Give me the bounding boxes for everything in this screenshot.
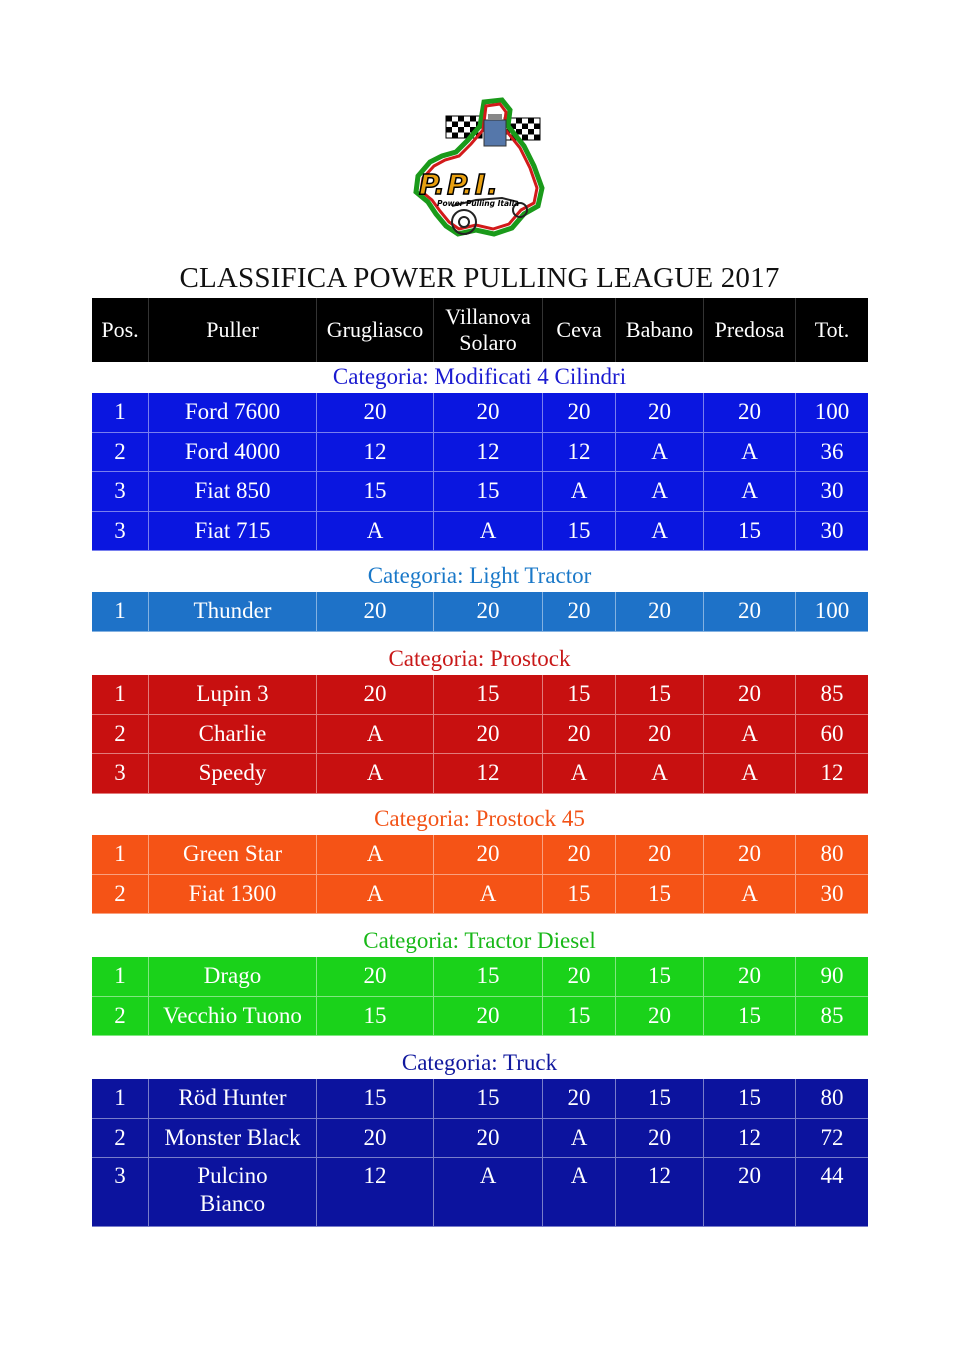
table-row <box>92 1158 868 1227</box>
cell-ceva: 20 <box>543 592 616 631</box>
cell-puller: Ford 4000 <box>149 433 317 472</box>
cell-villanova-solaro: 12 <box>434 754 543 793</box>
cell-pos: 2 <box>92 715 149 754</box>
cell-babano: A <box>616 754 704 793</box>
cell-puller: Fiat 850 <box>149 472 317 511</box>
cell-ceva: A <box>543 472 616 511</box>
cell-grugliasco: A <box>317 875 434 914</box>
cell-grugliasco: 15 <box>317 472 434 511</box>
cell-tot: 44 <box>820 1163 844 1188</box>
cell-babano: 20 <box>616 592 704 631</box>
cell-tot: 100 <box>814 598 850 624</box>
cell-babano: 15 <box>616 875 704 914</box>
table-row <box>92 675 868 715</box>
cell-predosa: 20 <box>704 592 796 631</box>
table-row <box>92 433 868 473</box>
col-header-pos: Pos. <box>92 298 149 362</box>
cell-ceva: 20 <box>543 393 616 432</box>
cell-villanova-solaro: 20 <box>434 1119 543 1158</box>
cell-grugliasco: 15 <box>317 997 434 1036</box>
cell-babano: 15 <box>616 957 704 996</box>
col-header-grugliasco: Grugliasco <box>317 298 434 362</box>
cell-villanova-solaro: A <box>434 1158 543 1226</box>
table-row <box>92 997 868 1037</box>
cell-ceva: 15 <box>543 997 616 1036</box>
category-title: Categoria: Light Tractor <box>367 563 592 588</box>
ppi-logo-graphic <box>406 96 552 238</box>
category-title: Categoria: Tractor Diesel <box>363 928 596 953</box>
cell-babano: 20 <box>616 997 704 1036</box>
cell-pos: 3 <box>92 1158 149 1226</box>
cell-villanova-solaro: 12 <box>434 433 543 472</box>
cell-pos: 2 <box>92 875 149 914</box>
coat-of-arms-icon <box>484 114 506 146</box>
cell-villanova-solaro: 15 <box>434 1079 543 1118</box>
cell-babano: A <box>616 472 704 511</box>
cell-babano: 15 <box>616 675 704 714</box>
cell-ceva: A <box>543 1158 616 1226</box>
table-row <box>92 512 868 552</box>
cell-puller: Röd Hunter <box>149 1079 317 1118</box>
category-table <box>92 957 868 1036</box>
cell-villanova-solaro: 15 <box>434 675 543 714</box>
table-row <box>92 957 868 997</box>
cell-ceva: 12 <box>543 433 616 472</box>
cell-pos: 1 <box>92 675 149 714</box>
cell-predosa: A <box>704 472 796 511</box>
cell-ceva: 15 <box>543 675 616 714</box>
cell-grugliasco: 20 <box>317 393 434 432</box>
cell-puller: Drago <box>149 957 317 996</box>
cell-pos: 3 <box>92 754 149 793</box>
table-row <box>92 1119 868 1159</box>
cell-predosa: 20 <box>704 393 796 432</box>
cell-tot: 85 <box>820 681 844 707</box>
table-row <box>92 875 868 915</box>
col-header-puller: Puller <box>149 298 317 362</box>
cell-tot: 12 <box>820 760 844 786</box>
logo-subtext: Power Pulling Italia <box>437 199 520 208</box>
cell-predosa: 20 <box>704 835 796 874</box>
table-header <box>92 298 868 362</box>
cell-pos: 3 <box>92 472 149 511</box>
cell-villanova-solaro: 20 <box>434 997 543 1036</box>
cell-puller: Thunder <box>149 592 317 631</box>
cell-predosa: A <box>704 754 796 793</box>
cell-ceva: 20 <box>543 957 616 996</box>
category-table <box>92 1079 868 1227</box>
cell-babano: A <box>616 512 704 551</box>
cell-ceva: 20 <box>543 715 616 754</box>
cell-villanova-solaro: A <box>434 875 543 914</box>
cell-babano: 20 <box>616 715 704 754</box>
cell-puller: Fiat 1300 <box>149 875 317 914</box>
cell-tot: 30 <box>820 478 844 504</box>
cell-ceva: 15 <box>543 875 616 914</box>
cell-tot: 85 <box>820 1002 844 1028</box>
cell-puller: Green Star <box>149 835 317 874</box>
cell-pos: 1 <box>92 957 149 996</box>
category-title: Categoria: Prostock 45 <box>374 806 585 831</box>
cell-predosa: 20 <box>704 675 796 714</box>
cell-villanova-solaro: A <box>434 512 543 551</box>
cell-grugliasco: 15 <box>317 1079 434 1118</box>
cell-predosa: 20 <box>704 1158 796 1226</box>
logo-ppi-text: P.P.I. <box>419 168 500 201</box>
cell-tot: 60 <box>820 720 844 746</box>
cell-tot: 100 <box>814 399 850 425</box>
cell-villanova-solaro: 15 <box>434 472 543 511</box>
cell-pos: 2 <box>92 433 149 472</box>
category-table <box>92 835 868 914</box>
cell-ceva: 20 <box>543 1079 616 1118</box>
cell-puller: Monster Black <box>149 1119 317 1158</box>
cell-puller: Vecchio Tuono <box>149 997 317 1036</box>
category-title: Categoria: Truck <box>401 1050 558 1075</box>
cell-puller: Pulcino Bianco <box>149 1158 317 1226</box>
cell-grugliasco: 20 <box>317 957 434 996</box>
category-table <box>92 592 868 632</box>
table-row <box>92 715 868 755</box>
cell-tot: 30 <box>820 880 844 906</box>
cell-pos: 2 <box>92 997 149 1036</box>
cell-grugliasco: 20 <box>317 675 434 714</box>
cell-grugliasco: A <box>317 715 434 754</box>
cell-predosa: 15 <box>704 512 796 551</box>
cell-pos: 1 <box>92 835 149 874</box>
table-row <box>92 472 868 512</box>
cell-babano: 20 <box>616 393 704 432</box>
cell-grugliasco: 20 <box>317 1119 434 1158</box>
table-row <box>92 1079 868 1119</box>
cell-babano: 12 <box>616 1158 704 1226</box>
cell-predosa: A <box>704 433 796 472</box>
ppi-logo <box>406 96 552 238</box>
cell-puller: Fiat 715 <box>149 512 317 551</box>
cell-predosa: 12 <box>704 1119 796 1158</box>
cell-babano: 20 <box>616 835 704 874</box>
cell-ceva: 20 <box>543 835 616 874</box>
col-header-tot: Tot. <box>814 316 850 342</box>
cell-grugliasco: 20 <box>317 592 434 631</box>
cell-puller: Charlie <box>149 715 317 754</box>
col-header-predosa: Predosa <box>704 298 796 362</box>
cell-grugliasco: A <box>317 512 434 551</box>
page-title: CLASSIFICA POWER PULLING LEAGUE 2017 <box>179 262 780 294</box>
cell-pos: 2 <box>92 1119 149 1158</box>
cell-villanova-solaro: 15 <box>434 957 543 996</box>
table-row <box>92 393 868 433</box>
cell-villanova-solaro: 20 <box>434 715 543 754</box>
cell-puller: Lupin 3 <box>149 675 317 714</box>
cell-tot: 30 <box>820 517 844 543</box>
cell-pos: 3 <box>92 512 149 551</box>
cell-predosa: A <box>704 715 796 754</box>
cell-pos: 1 <box>92 393 149 432</box>
cell-ceva: A <box>543 754 616 793</box>
cell-pos: 1 <box>92 592 149 631</box>
cell-ceva: 15 <box>543 512 616 551</box>
category-title: Categoria: Modificati 4 Cilindri <box>332 364 627 389</box>
cell-villanova-solaro: 20 <box>434 592 543 631</box>
cell-predosa: 15 <box>704 997 796 1036</box>
cell-pos: 1 <box>92 1079 149 1118</box>
cell-tot: 80 <box>820 1085 844 1111</box>
cell-predosa: 20 <box>704 957 796 996</box>
cell-tot: 90 <box>820 963 844 989</box>
category-table <box>92 393 868 551</box>
cell-tot: 80 <box>820 841 844 867</box>
cell-babano: 15 <box>616 1079 704 1118</box>
cell-predosa: 15 <box>704 1079 796 1118</box>
cell-ceva: A <box>543 1119 616 1158</box>
cell-villanova-solaro: 20 <box>434 393 543 432</box>
table-row <box>92 835 868 875</box>
cell-grugliasco: A <box>317 835 434 874</box>
cell-grugliasco: 12 <box>317 1158 434 1226</box>
cell-babano: 20 <box>616 1119 704 1158</box>
table-row <box>92 754 868 794</box>
col-header-ceva: Ceva <box>543 298 616 362</box>
cell-predosa: A <box>704 875 796 914</box>
table-row <box>92 592 868 632</box>
cell-babano: A <box>616 433 704 472</box>
cell-tot: 36 <box>820 438 844 464</box>
cell-grugliasco: A <box>317 754 434 793</box>
cell-tot: 72 <box>820 1124 844 1150</box>
category-table <box>92 675 868 794</box>
col-header-villanova-solaro: Villanova Solaro <box>434 298 543 362</box>
cell-villanova-solaro: 20 <box>434 835 543 874</box>
cell-puller: Ford 7600 <box>149 393 317 432</box>
cell-puller: Speedy <box>149 754 317 793</box>
cell-grugliasco: 12 <box>317 433 434 472</box>
col-header-babano: Babano <box>616 298 704 362</box>
category-title: Categoria: Prostock <box>388 646 571 671</box>
